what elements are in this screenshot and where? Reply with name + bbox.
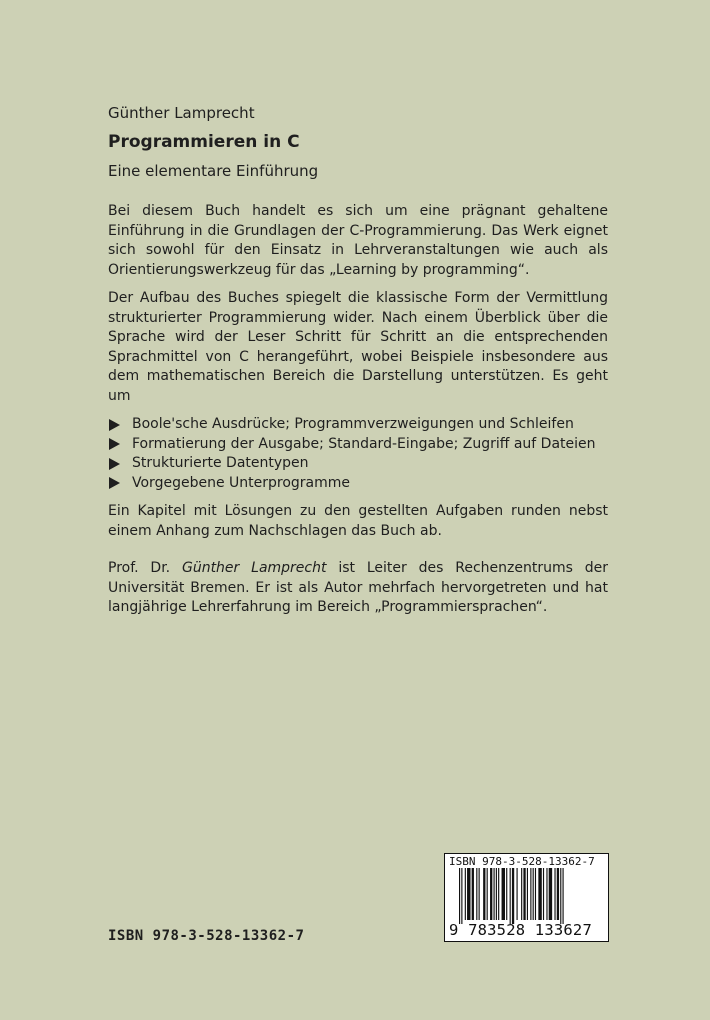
topic-list <box>108 415 608 493</box>
back-cover-content <box>108 104 608 627</box>
triangle-bullet-icon <box>109 419 120 431</box>
list-item-text: Boole'sche Ausdrücke; Programmverzweigungen und Schleifen <box>132 416 574 432</box>
barcode-isbn-text: ISBN 978-3-528-13362-7 <box>449 855 595 868</box>
barcode-bars-icon <box>445 868 608 926</box>
list-item <box>108 454 608 474</box>
list-item <box>108 415 608 435</box>
author-bio <box>108 559 608 618</box>
bio-prefix: Prof. Dr. <box>108 560 182 576</box>
isbn-label: ISBN 978-3-528-13362-7 <box>108 928 305 944</box>
list-item-text: Strukturierte Datentypen <box>132 455 309 471</box>
triangle-bullet-icon <box>109 438 120 450</box>
book-title: Programmieren in C <box>108 132 300 152</box>
list-item <box>108 435 608 455</box>
bio-text: ist Leiter des Rechenzentrums der Universität Bremen. Er ist als Autor mehrfach hervorgetreten und hat langjährige Lehrerfahrung im Bereich „Programmiersprachen“. <box>108 560 609 615</box>
author-name: Günther Lamprecht <box>108 104 255 122</box>
list-item-text: Vorgegebene Unterprogramme <box>132 474 350 491</box>
description-paragraph-1: Bei diesem Buch handelt es sich um eine prägnant gehaltene Einführung in die Grundlagen der C-Programmierung. Das Werk eignet sich sowohl für den Einsatz in Lehrveranstaltungen wie auch als Orientierungswerkzeug für das „Learning by programming“. <box>108 203 608 278</box>
barcode <box>444 853 609 942</box>
barcode-digits: 9 783528 133627 <box>449 921 592 939</box>
list-item-text: Formatierung der Ausgabe; Standard-Eingabe; Zugriff auf Dateien <box>132 435 596 452</box>
bio-author-name: Günther Lamprecht <box>181 560 327 576</box>
description-paragraph-2: Der Aufbau des Buches spiegelt die klassische Form der Vermittlung strukturierter Programmierung wider. Nach einem Überblick über die Sprache wird der Leser Schritt für Schritt an die entsprechenden Sprachmittel von C herangeführt, wobei Beispiele insbesondere aus dem mathematischen Bereich die Darstellung unterstützen. Es geht um <box>108 290 608 404</box>
description-paragraph-3: Ein Kapitel mit Lösungen zu den gestellten Aufgaben runden nebst einem Anhang zum Nachschlagen das Buch ab. <box>108 503 608 539</box>
list-item <box>108 474 608 494</box>
book-subtitle: Eine elementare Einführung <box>108 162 319 180</box>
triangle-bullet-icon <box>109 458 120 470</box>
triangle-bullet-icon <box>109 477 120 489</box>
